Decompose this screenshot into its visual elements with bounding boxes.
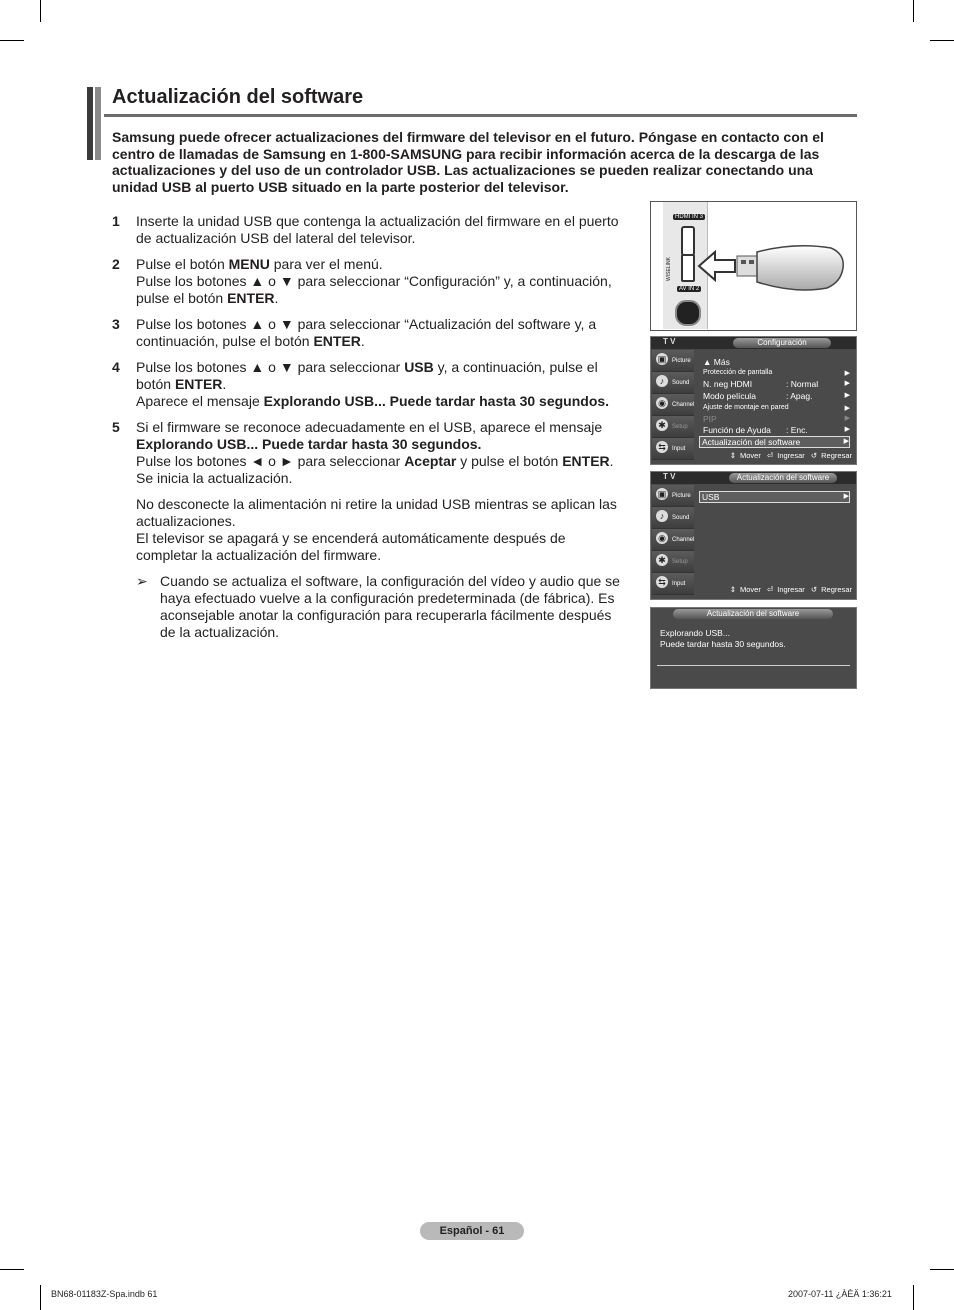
- menu-item-pip: [703, 414, 850, 424]
- channel-icon: ◉: [656, 397, 668, 409]
- sidebar-item-channel[interactable]: [652, 529, 694, 551]
- sidebar-label: Picture: [672, 358, 691, 364]
- step-1: [112, 213, 627, 247]
- osd-footer: [726, 585, 852, 594]
- arrow-right-icon: ▶: [843, 438, 849, 445]
- menu-label: N. neg HDMI: [703, 379, 753, 389]
- step-bold: USB: [404, 359, 434, 375]
- input-icon: ⇆: [656, 576, 668, 588]
- arrow-right-icon: ▶: [844, 426, 850, 433]
- step-text: y pulse el botón: [456, 453, 563, 469]
- enter-icon: ⏎: [766, 451, 774, 460]
- menu-label: Protección de pantalla: [703, 369, 773, 376]
- arrow-right-icon: ▶: [844, 392, 850, 399]
- note-arrow-icon: ➢: [136, 573, 148, 589]
- osd-tab-title: Actualización del software: [729, 473, 837, 483]
- footer-move: Mover: [740, 451, 761, 460]
- scan-line-1: Explorando USB...: [660, 628, 730, 638]
- steps-list: [112, 213, 627, 641]
- osd-configuracion: [650, 336, 857, 465]
- step-text: Pulse los botones ▲ o ▼ para seleccionar “Configuración” y, a continuación, pulse el botón: [136, 273, 612, 306]
- insert-arrow-icon: [697, 250, 737, 282]
- menu-label: Modo película: [703, 391, 756, 401]
- sidebar-item-picture[interactable]: [652, 485, 694, 507]
- step-text: para ver el menú.: [269, 256, 383, 272]
- step-2: [112, 256, 627, 307]
- footer-enter: Ingresar: [777, 585, 805, 594]
- menu-value: : Enc.: [786, 425, 808, 435]
- dialog-divider: [657, 665, 850, 666]
- av-label: AV IN 2: [679, 286, 700, 292]
- step-number: 5: [112, 419, 120, 435]
- osd-scanning-dialog: [650, 607, 857, 689]
- sidebar-label: Channel: [672, 537, 695, 543]
- sidebar-item-sound[interactable]: [652, 372, 694, 394]
- menu-label: Actualización del software: [702, 437, 801, 447]
- wiselink-label: WISELINK: [665, 257, 672, 281]
- osd-sidebar: [652, 350, 694, 460]
- step-bold: MENU: [228, 256, 270, 272]
- osd-software-update: [650, 471, 857, 600]
- page-title: Actualización del software: [112, 86, 364, 108]
- sidebar-item-sound[interactable]: [652, 507, 694, 529]
- crop-mark: [913, 1285, 914, 1310]
- menu-value: : Apag.: [786, 391, 813, 401]
- step-number: 2: [112, 256, 120, 272]
- osd-header: [651, 337, 856, 349]
- setup-icon: ✱: [656, 419, 668, 431]
- file-info: BN68-01183Z-Spa.indb 61: [51, 1289, 158, 1299]
- sidebar-label: Input: [672, 581, 686, 587]
- sidebar-item-setup[interactable]: [652, 551, 694, 573]
- arrow-right-icon: ▶: [844, 370, 850, 377]
- menu-label: ▲ Más: [703, 357, 730, 367]
- channel-icon: ◉: [656, 532, 668, 544]
- crop-mark: [0, 40, 24, 41]
- sidebar-item-input[interactable]: [652, 573, 694, 595]
- osd-tv-label: T V: [663, 337, 676, 346]
- move-icon: ⇕: [729, 451, 736, 460]
- sidebar-label: Setup: [672, 424, 688, 430]
- hdmi-label: HDMI IN 3: [675, 214, 704, 220]
- enter-icon: ⏎: [766, 585, 774, 594]
- step-bold: Explorando USB... Puede tardar hasta 30 segundos.: [136, 436, 482, 452]
- step-text: Pulse los botones ▲ o ▼ para seleccionar: [136, 359, 405, 375]
- menu-item-usb[interactable]: [699, 491, 850, 503]
- footer-return: Regresar: [821, 585, 852, 594]
- step-bold: ENTER: [174, 376, 223, 392]
- step-text: Pulse el botón: [136, 256, 229, 272]
- step-text: .: [609, 453, 614, 469]
- step-text: Pulse los botones ▲ o ▼ para seleccionar “Actualización del software y, a continuación, pulse el botón: [136, 316, 597, 349]
- footer-return: Regresar: [821, 451, 852, 460]
- menu-item-wall-mount[interactable]: [703, 404, 850, 411]
- step-number: 3: [112, 316, 120, 332]
- sidebar-item-channel[interactable]: [652, 394, 694, 416]
- crop-mark: [40, 0, 41, 22]
- scan-message: [660, 628, 786, 650]
- intro-text: Samsung puede ofrecer actualizaciones del firmware del televisor en el futuro. Póngase en contacto con el centro de llamadas de Samsung en 1-800-SAMSUNG para recibir información acerca de la descarga de las actualizaciones y del uso de un controlador USB. Las actualizaciones se pueden realizar conectando una unidad USB al puerto USB situado en la parte posterior del televisor.: [112, 129, 824, 195]
- sidebar-label: Channel: [672, 402, 695, 408]
- osd-header: [651, 472, 856, 484]
- note-text: Cuando se actualiza el software, la configuración del vídeo y audio que se haya efectuado vuelve a la configuración predeterminada (de fábrica). Es aconsejable anotar la configuración para recuperarla fácilmente después de la actualización.: [160, 573, 620, 640]
- sidebar-item-picture[interactable]: [652, 350, 694, 372]
- usb-figure: [650, 201, 857, 331]
- step-text: Inserte la unidad USB que contenga la actualización del firmware en el puerto de actualización USB del lateral del televisor.: [136, 213, 619, 246]
- footer-enter: Ingresar: [777, 451, 805, 460]
- menu-item-hdmi-black[interactable]: [703, 379, 850, 389]
- title-rule: [104, 114, 857, 117]
- osd-tv-label: T V: [663, 472, 676, 481]
- sound-icon: ♪: [656, 375, 668, 387]
- step-text: .: [360, 333, 365, 349]
- osd-sidebar: [652, 485, 694, 595]
- crop-mark: [913, 0, 914, 22]
- menu-label: PIP: [703, 414, 717, 424]
- step-bold: Aceptar: [404, 453, 457, 469]
- paragraph: [112, 496, 627, 564]
- step-3: [112, 316, 627, 350]
- sidebar-item-input[interactable]: [652, 438, 694, 460]
- step-text: Aparece el mensaje: [136, 393, 264, 409]
- step-number: 1: [112, 213, 120, 229]
- step-bold: ENTER: [562, 453, 610, 469]
- step-4: [112, 359, 627, 410]
- menu-item-proteccion[interactable]: [703, 369, 850, 376]
- crop-mark: [0, 1269, 24, 1270]
- sound-icon: ♪: [656, 510, 668, 522]
- sidebar-item-setup[interactable]: [652, 416, 694, 438]
- page-number-badge: Español - 61: [420, 1222, 524, 1240]
- arrow-right-icon: ▶: [844, 380, 850, 387]
- para-text: No desconecte la alimentación ni retire la unidad USB mientras se aplican las actualizaciones.: [136, 496, 617, 529]
- input-icon: ⇆: [656, 441, 668, 453]
- step-5: [112, 419, 627, 487]
- step-text: Si el firmware se reconoce adecuadamente en el USB, aparece el mensaje: [136, 419, 603, 435]
- usb-drive-icon: [735, 240, 847, 296]
- sidebar-label: Picture: [672, 493, 691, 499]
- step-text: .: [274, 290, 279, 306]
- menu-item-software-update[interactable]: [699, 436, 850, 448]
- svideo-port-icon: [675, 300, 701, 326]
- scan-line-2: Puede tardar hasta 30 segundos.: [660, 639, 786, 649]
- menu-value: : Normal: [786, 379, 819, 389]
- step-text: y, a continuación, pulse el botón: [136, 359, 598, 392]
- step-bold: ENTER: [227, 290, 275, 306]
- menu-label: Ajuste de montaje en pared: [703, 404, 789, 411]
- menu-label: Función de Ayuda: [703, 425, 771, 435]
- footer-move: Mover: [740, 585, 761, 594]
- step-text: .: [222, 376, 227, 392]
- picture-icon: ▣: [657, 489, 667, 499]
- return-icon: ↺: [810, 451, 818, 460]
- usb-port-icon: [681, 254, 695, 282]
- step-bold: Explorando USB... Puede tardar hasta 30 segundos.: [263, 393, 610, 409]
- menu-item-mas[interactable]: [703, 357, 850, 367]
- move-icon: ⇕: [729, 585, 736, 594]
- crop-mark: [40, 1285, 41, 1310]
- arrow-right-icon: ▶: [844, 405, 850, 412]
- arrow-right-icon: ▶: [844, 415, 850, 422]
- menu-label: USB: [702, 492, 720, 502]
- step-bold: ENTER: [313, 333, 361, 349]
- step-text: Se inicia la actualización.: [136, 470, 293, 486]
- print-date: 2007-07-11 ¿ÀÈÄ 1:36:21: [788, 1289, 892, 1299]
- para-text: El televisor se apagará y se encenderá automáticamente después de completar la actualización del firmware.: [136, 530, 566, 563]
- menu-item-help[interactable]: [703, 425, 850, 435]
- note: [112, 573, 627, 641]
- sidebar-label: Input: [672, 446, 686, 452]
- step-text: Pulse los botones ◄ o ► para seleccionar: [136, 453, 405, 469]
- return-icon: ↺: [810, 585, 818, 594]
- title-accent-bar: [87, 87, 93, 160]
- arrow-right-icon: ▶: [843, 493, 849, 500]
- crop-mark: [930, 40, 954, 41]
- osd-header: [651, 608, 856, 620]
- crop-mark: [930, 1269, 954, 1270]
- sidebar-label: Sound: [672, 380, 690, 386]
- step-number: 4: [112, 359, 120, 375]
- title-accent-bar: [95, 87, 101, 160]
- menu-item-film-mode[interactable]: [703, 391, 850, 401]
- osd-tab-title: Actualización del software: [673, 609, 833, 619]
- sidebar-label: Setup: [672, 559, 688, 565]
- setup-icon: ✱: [656, 554, 668, 566]
- sidebar-label: Sound: [672, 515, 690, 521]
- hdmi-port-icon: [681, 226, 695, 256]
- picture-icon: ▣: [657, 354, 667, 364]
- osd-footer: [726, 451, 852, 460]
- osd-tab-title: Configuración: [733, 338, 831, 348]
